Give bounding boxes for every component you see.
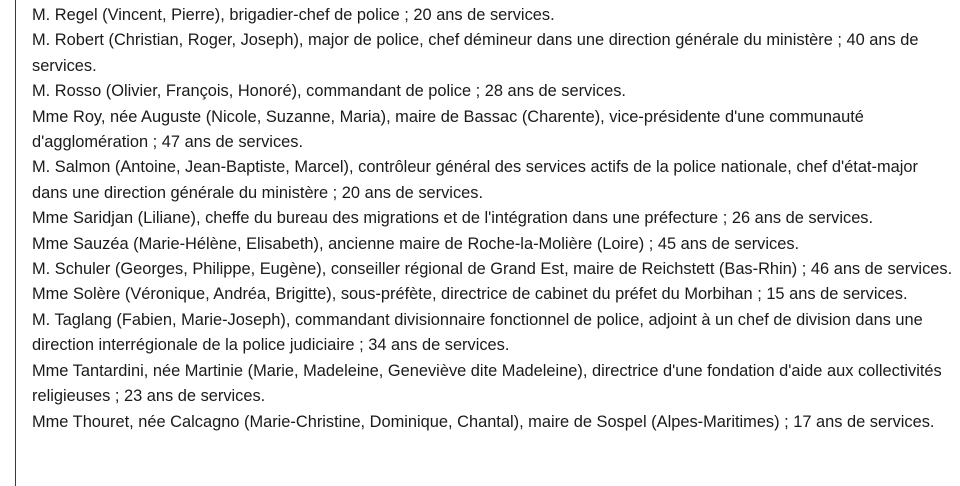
list-item: Mme Thouret, née Calcagno (Marie-Christine, Dominique, Chantal), maire de Sospel (Alpes-Maritimes) ; 17 ans de services. xyxy=(32,412,935,431)
list-item: Mme Saridjan (Liliane), cheffe du bureau des migrations et de l'intégration dans une préfecture ; 26 ans de services. xyxy=(32,209,874,228)
list-item: M. Robert (Christian, Roger, Joseph), major de police, chef démineur dans une direction générale du ministère ; 40 ans de services. xyxy=(32,31,919,75)
list-item: M. Regel (Vincent, Pierre), brigadier-chef de police ; 20 ans de services. xyxy=(32,6,555,24)
nomination-list xyxy=(32,3,956,435)
list-item: M. Salmon (Antoine, Jean-Baptiste, Marcel), contrôleur général des services actifs de la police nationale, chef d'état-major dans une direction générale du ministère ; 20 ans de services. xyxy=(32,158,918,202)
list-item: Mme Roy, née Auguste (Nicole, Suzanne, Maria), maire de Bassac (Charente), vice-présidente d'une communauté d'agglomération ; 47 ans de services. xyxy=(32,107,864,152)
list-item: Mme Tantardini, née Martinie (Marie, Madeleine, Geneviève dite Madeleine), directrice d'une fondation d'aide aux collectivités religieuses ; 23 ans de services. xyxy=(32,361,942,406)
list-item: M. Schuler (Georges, Philippe, Eugène), conseiller régional de Grand Est, maire de Reichstett (Bas-Rhin) ; 46 ans de services. xyxy=(32,260,953,279)
left-border-line xyxy=(15,0,16,486)
list-item: M. Taglang (Fabien, Marie-Joseph), commandant divisionnaire fonctionnel de police, adjoint à un chef de division dans une direction interrégionale de la police judiciaire ; 34 ans de services. xyxy=(32,310,923,355)
list-item: Mme Solère (Véronique, Andréa, Brigitte), sous-préfète, directrice de cabinet du préfet du Morbihan ; 15 ans de services. xyxy=(32,285,908,304)
list-item: Mme Sauzéa (Marie-Hélène, Elisabeth), ancienne maire de Roche-la-Molière (Loire) ; 45 ans de services. xyxy=(32,234,800,253)
list-item: M. Rosso (Olivier, François, Honoré), commandant de police ; 28 ans de services. xyxy=(32,82,626,101)
